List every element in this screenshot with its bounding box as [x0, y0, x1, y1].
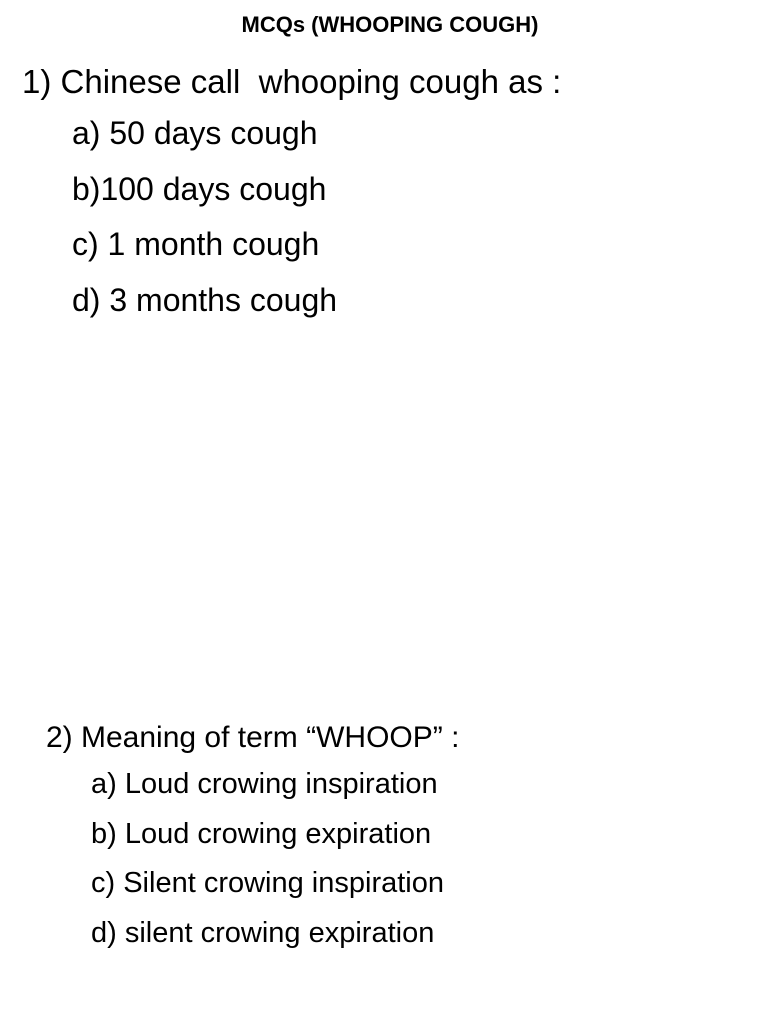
question-2-option-d: d) silent crowing expiration — [91, 917, 435, 950]
question-1-stem: 1) Chinese call whooping cough as : — [22, 63, 562, 100]
question-1-option-c: c) 1 month cough — [72, 226, 320, 262]
question-2 — [46, 716, 459, 959]
document-title: MCQs (WHOOPING COUGH) — [241, 12, 539, 37]
question-2-option-a: a) Loud crowing inspiration — [91, 768, 438, 800]
question-1-option-d: d) 3 months cough — [72, 281, 338, 318]
question-2-option-b: b) Loud crowing expiration — [91, 817, 432, 850]
question-2-option-c: c) Silent crowing inspiration — [91, 867, 444, 900]
question-1-option-a: a) 50 days cough — [72, 115, 318, 151]
question-1 — [22, 58, 561, 328]
question-1-options — [22, 106, 561, 328]
question-2-stem: 2) Meaning of term “WHOOP” : — [46, 721, 460, 754]
question-1-option-b: b)100 days cough — [72, 170, 327, 207]
question-2-options — [46, 760, 459, 959]
